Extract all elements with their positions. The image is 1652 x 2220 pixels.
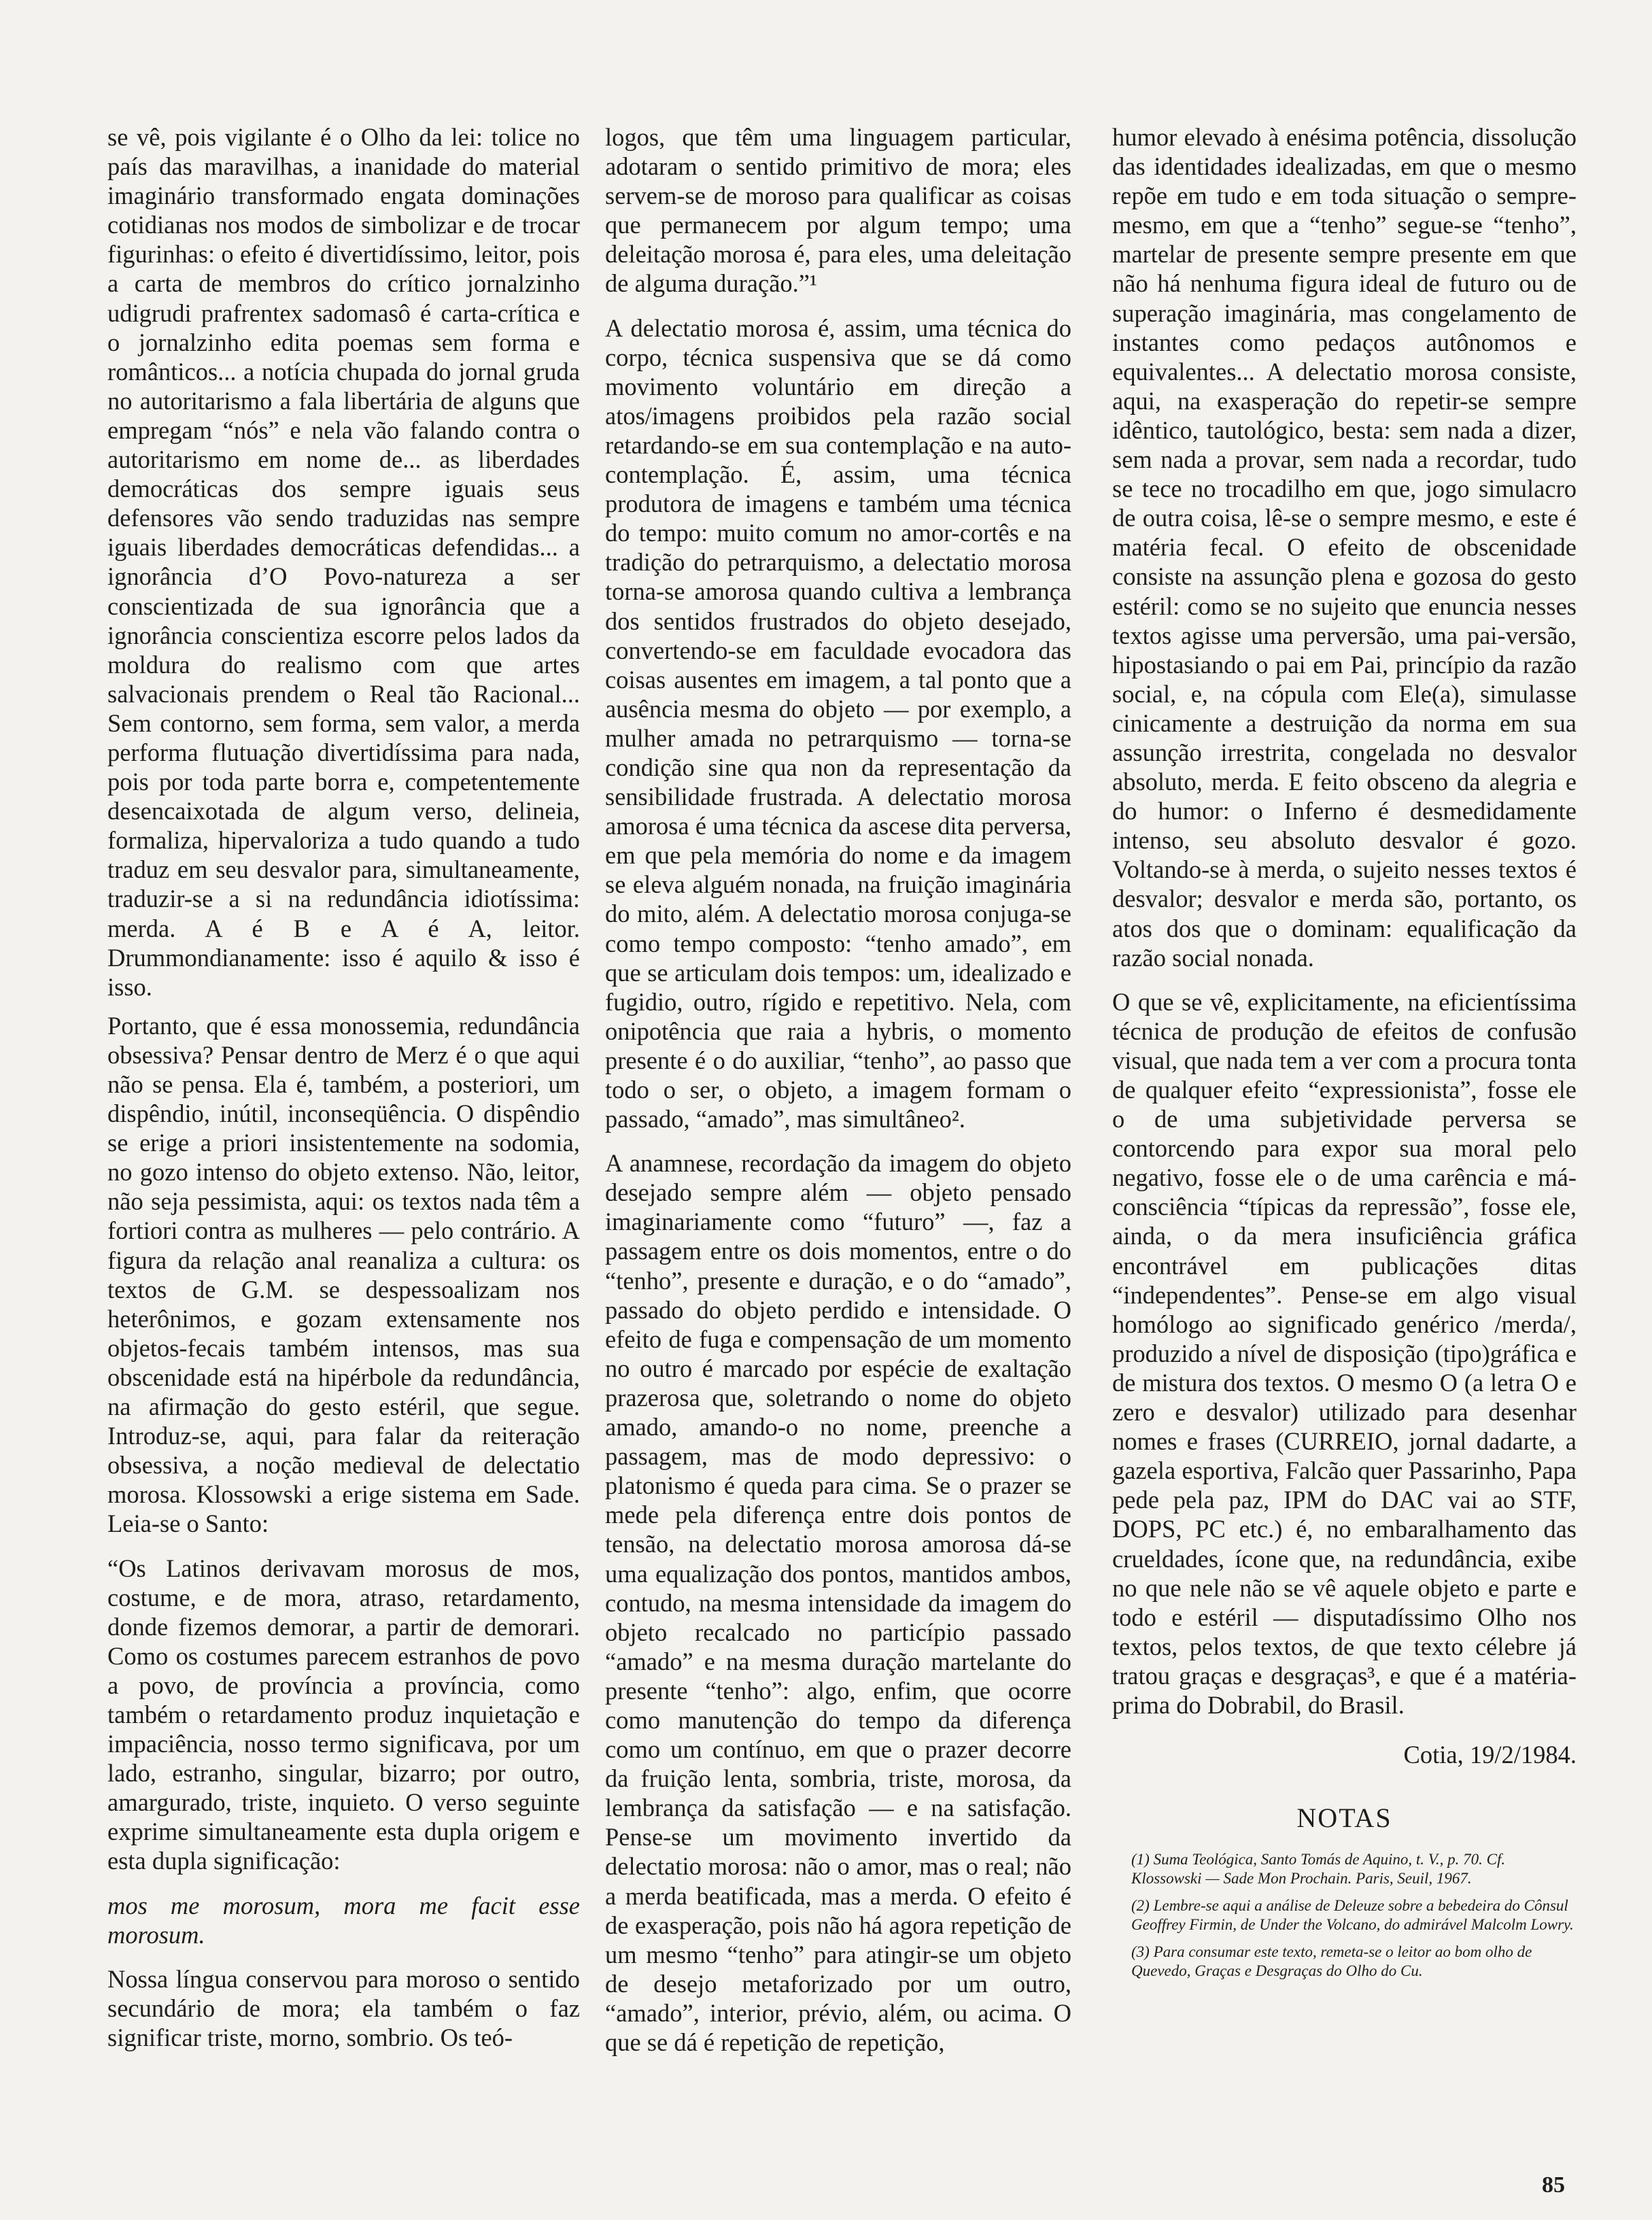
paragraph: O que se vê, explicitamente, na eficientíssima técnica de produção de efeitos de confusão visual, que nada tem a ver com a procura tonta de qualquer efeito “expressionista”, fosse ele o de uma subjetividade perversa se contorcendo para expor sua moral pelo negativo, fosse ele o de uma carência e má-consciência “típicas da repressão”, fosse ele, ainda, o da mera insuficiência gráfica encontrável em publicações ditas “independentes”. Pense-se em algo visual homólogo ao significado genérico /merda/, produzido a nível de disposição (tipo)gráfica e de mistura dos textos. O mesmo O (a letra O e zero e desvalor) utilizado para desenhar nomes e frases (CURREIO, jornal dadarte, a gazela esportiva, Falcão quer Passarinho, Papa pede pela paz, IPM do DAC vai ao STF, DOPS, PC etc.) é, no embaralhamento das crueldades, ícone que, na redundância, exibe no que nele não se vê aquele objeto e parte e todo e estéril — disputadíssimo Olho nos textos, pelos textos, de que texto célebre já tratou graças e desgraças³, e que é a matéria-prima do Dobrabil, do Brasil. xyxy=(1112,987,1577,1719)
text-column-2 xyxy=(605,122,1071,2066)
latin-verse: mos me morosum, mora me facit esse morosum. xyxy=(107,1891,580,1949)
paragraph: logos, que têm uma linguagem particular, adotaram o sentido primitivo de mora; eles servem-se de moroso para qualificar as coisas que permanecem por algum tempo; uma deleitação morosa é, para eles, uma deleitação de alguma duração.”¹ xyxy=(605,123,1071,298)
paragraph: se vê, pois vigilante é o Olho da lei: tolice no país das maravilhas, a inanidade do material imaginário transformado engata dominações cotidianas nos modos de simbolizar e de trocar figurinhas: o efeito é divertidíssimo, leitor, pois a carta de membros do crítico jornalzinho udigrudi prafrentex sadomasô é carta-crítica e o jornalzinho edita poemas sem forma e românticos... a notícia chupada do jornal gruda no autoritarismo a fala libertária de alguns que empregam “nós” e nela vão falando contra o autoritarismo em nome de... as liberdades democráticas dos sempre iguais seus defensores vão sendo traduzidas nas sempre iguais liberdades democráticas defendidas... a ignorância d’O Povo-natureza a ser conscientizada de sua ignorância que a ignorância conscientiza escorre pelos lados da moldura do realismo com que artes salvacionais prendem o Real tão Racional... Sem contorno, sem forma, sem valor, a merda performa flutuação divertidíssima para nada, pois por toda parte borra e, competentemente desencaixotada de algum verso, delineia, formaliza, hipervaloriza a tudo quando a tudo traduz em seu desvalor para, simultaneamente, traduzir-se a si na redundância idiotíssima: merda. A é B e A é A, leitor. Drummondianamente: isso é aquilo & isso é isso. xyxy=(107,123,580,1001)
place-date-signoff: Cotia, 19/2/1984. xyxy=(1403,1741,1577,1769)
text-column-1 xyxy=(107,122,580,2062)
footnote: (1) Suma Teológica, Santo Tomás de Aquino, t. V., p. 70. Cf. Klossowski — Sade Mon Prochain. Paris, Seuil, 1967. xyxy=(1131,1851,1506,1888)
notes-heading: NOTAS xyxy=(1296,1803,1392,1834)
paragraph: Portanto, que é essa monossemia, redundância obsessiva? Pensar dentro de Merz é o que aqui não se pensa. Ela é, também, a posteriori, um dispêndio, inútil, inconseqüência. O dispêndio se erige a priori insistentemente na sodomia, no gozo intenso do objeto extenso. Não, leitor, não seja pessimista, aqui: os textos nada têm a fortiori contra as mulheres — pelo contrário. A figura da relação anal reanaliza a cultura: os textos de G.M. se despessoalizam nos heterônimos, e gozam extensamente nos objetos-fecais também intensos, mas sua obscenidade está na hipérbole da redundância, na afirmação do gesto estéril, que segue. Introduz-se, aqui, para falar da reiteração obsessiva, a noção medieval de delectatio morosa. Klossowski a erige sistema em Sade. Leia-se o Santo: xyxy=(107,1011,580,1538)
paragraph: A anamnese, recordação da imagem do objeto desejado sempre além — objeto pensado imaginariamente como “futuro” —, faz a passagem entre os dois momentos, entre o do “tenho”, presente e duração, e o do “amado”, passado do objeto perdido e intensidade. O efeito de fuga e compensação de um momento no outro é marcado por espécie de exaltação prazerosa que, soletrando o nome do objeto amado, amando-o no nome, preenche a passagem, mas de modo depressivo: o platonismo é queda para cima. Se o prazer se mede pela diferença entre dois pontos de tensão, na delectatio morosa amorosa dá-se uma equalização dos pontos, mantidos ambos, contudo, na mesma intensidade da imagem do objeto recalcado no particípio passado “amado” e na mesma duração martelante do presente “tenho”: algo, enfim, que ocorre como manutenção do tempo da diferença como um contínuo, em que o prazer decorre da fruição lenta, sombria, triste, morosa, da lembrança da satisfação — e na satisfação. Pense-se um movimento invertido da delectatio morosa: não o amor, mas o real; não a merda beatificada, mas a merda. O efeito é de exasperação, pois não há agora repetição de um mesmo “tenho” para atingir-se um objeto de desejo metaforizado por um outro, “amado”, interior, prévio, além, ou acima. O que se dá é repetição de repetição, xyxy=(605,1149,1071,2056)
footnote: (3) Para consumar este texto, remeta-se o leitor ao bom olho de Quevedo, Graças e Desgraças do Olho do Cu. xyxy=(1131,1943,1532,1980)
page-number: 85 xyxy=(1542,2172,1565,2198)
quotation-paragraph: “Os Latinos derivavam morosus de mos, costume, e de mora, atraso, retardamento, donde fizemos demorar, a partir de demorari. Como os costumes parecem estranhos de povo a povo, de província a província, como também o retardamento produz inquietação e impaciência, nosso termo significava, por um lado, estranho, singular, bizarro; por outro, amargurado, triste, inquieto. O verso seguinte exprime simultaneamente esta dupla origem e esta dupla significação: xyxy=(107,1554,580,1875)
paragraph: humor elevado à enésima potência, dissolução das identidades idealizadas, em que o mesmo repõe em tudo e em toda situação o sempre-mesmo, em que a “tenho” segue-se “tenho”, martelar de presente sempre presente em que não há nenhuma figura ideal de futuro ou de superação imaginária, mas congelamento de instantes como pedaços autônomos e equivalentes... A delectatio morosa consiste, aqui, na exasperação do repetir-se sempre idêntico, tautológico, besta: sem nada a dizer, sem nada a provar, sem nada a recordar, tudo se tece no trocadilho em que, jogo simulacro de outra coisa, lê-se o sempre mesmo, e este é matéria fecal. O efeito de obscenidade consiste na assunção plena e gozosa do gesto estéril: como se no sujeito que enuncia nesses textos agisse uma perversão, uma pai-versão, hipostasiando o pai em Pai, princípio da razão social, e, na cópula com Ele(a), simulasse cinicamente a destruição da norma em sua assunção irrestrita, congelada no desvalor absoluto, merda. E feito obsceno da alegria e do humor: o Inferno é desmedidamente intenso, seu absoluto desvalor é gozo. Voltando-se à merda, o sujeito nesses textos é desvalor; desvalor e merda são, portanto, os atos dos que o dominam: equalificação da razão social nonada. xyxy=(1112,123,1577,972)
text-column-3 xyxy=(1112,122,1577,1989)
footnote: (2) Lembre-se aqui a análise de Deleuze sobre a bebedeira do Cônsul Geoffrey Firmin, de Under the Volcano, do admirável Malcolm Lowry. xyxy=(1131,1897,1574,1934)
paragraph: A delectatio morosa é, assim, uma técnica do corpo, técnica suspensiva que se dá como movimento voluntário em direção a atos/imagens proibidos pela razão social retardando-se em sua contemplação e na auto-contemplação. É, assim, uma técnica produtora de imagens e também uma técnica do tempo: muito comum no amor-cortês e na tradição do petrarquismo, a delectatio morosa torna-se amorosa quando cultiva a lembrança dos sentidos frustrados do objeto desejado, convertendo-se em faculdade evocadora das coisas ausentes em imagem, a tal ponto que a ausência mesma do objeto — por exemplo, a mulher amada no petrarquismo — torna-se condição sine qua non da representação da sensibilidade frustrada. A delectatio morosa amorosa é uma técnica da ascese dita perversa, em que pela memória do nome e da imagem se eleva alguém nonada, na fruição imaginária do mito, além. A delectatio morosa conjuga-se como tempo composto: “tenho amado”, em que se articulam dois tempos: um, idealizado e fugidio, outro, rígido e repetitivo. Nela, com onipotência que raia a hybris, o momento presente é o do auxiliar, “tenho”, ao passo que todo o ser, o objeto, a imagem formam o passado, “amado”, mas simultâneo². xyxy=(605,313,1071,1133)
paragraph: Nossa língua conservou para moroso o sentido secundário de mora; ela também o faz significar triste, morno, sombrio. Os teó- xyxy=(107,1964,580,2051)
